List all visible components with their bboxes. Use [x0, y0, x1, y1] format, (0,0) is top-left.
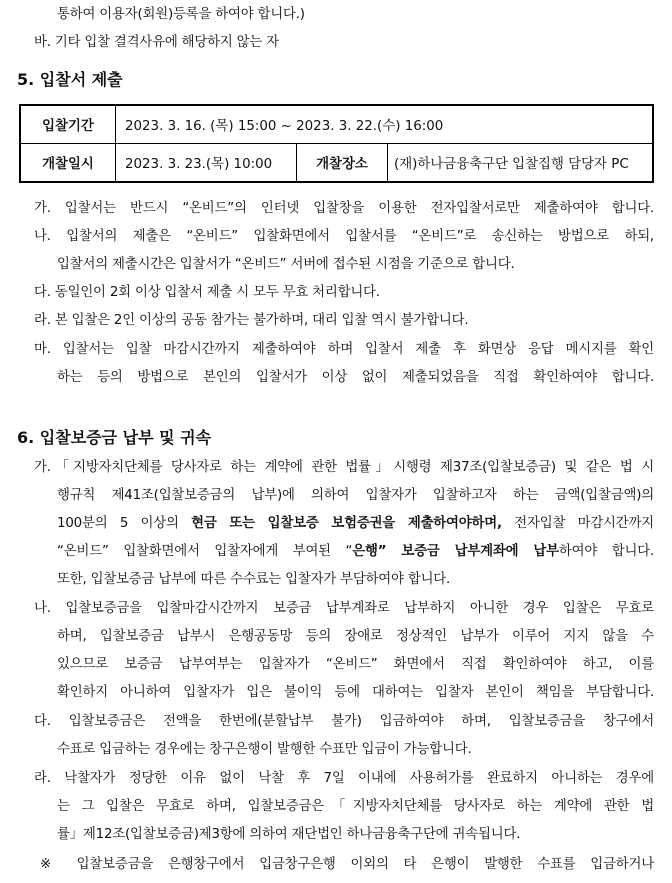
open-date-value: 2023. 3. 23.(목) 10:00 [116, 144, 297, 183]
s6-na-2: 하며, 입찰보증금 납부시 은행공동망 등의 장애로 정상적인 납부가 이루어 지지 않을 수 [57, 629, 654, 644]
s5-item-na-2: 입찰서의 제출시간은 입찰서가 “온비드” 서버에 접수된 시점을 기준으로 합니다. [57, 257, 515, 272]
s5-item-na-1: 나. 입찰서의 제출은 “온비드” 입찰화면에서 입찰서를 “온비드”로 송신하는 방법으로 하되, [34, 229, 654, 244]
s6-ga-4 [57, 543, 654, 561]
s6-ga-4c: 하여야 합니다. [558, 544, 655, 559]
s6-ra-3: 률」제12조(입찰보증금)제3항에 의하여 재단법인 하나금융축구단에 귀속됩니다. [57, 827, 521, 842]
s6-da-2: 수표로 입금하는 경우에는 창구은행이 발행한 수표만 입금이 가능합니다. [57, 742, 472, 757]
s5-item-ga: 가. 입찰서는 반드시 “온비드”의 인터넷 입찰창을 이용한 전자입찰서로만 제출하여야 합니다. [34, 201, 654, 216]
s5-item-da: 다. 동일인이 2회 이상 입찰서 제출 시 모두 무효 처리합니다. [34, 285, 380, 300]
s6-ra-2: 는 그 입찰은 무효로 하며, 입찰보증금은「지방자치단체를 당사자로 하는 계약에 관한 법 [57, 799, 654, 814]
open-date-label: 개찰일시 [20, 144, 116, 183]
bid-period-label: 입찰기간 [20, 105, 116, 144]
table-row [20, 144, 653, 183]
s6-ra-1: 라. 낙찰자가 정당한 이유 없이 낙찰 후 7일 이내에 사용허가를 완료하지 아니하는 경우에 [34, 771, 654, 786]
intro-line-1: 통하여 이용자(회원)등록을 하여야 합니다.) [57, 7, 305, 22]
s6-ga-1: 가.「지방자치단체를 당사자로 하는 계약에 관한 법률」시행령 제37조(입찰보증금) 및 같은 법 시 [34, 460, 654, 475]
s6-na-3: 있으므로 보증금 납부여부는 입찰자가 “온비드” 화면에서 직접 확인하여야 하고, 이를 [57, 657, 654, 672]
open-place-label: 개찰장소 [297, 144, 388, 183]
intro-item-ba: 바. 기타 입찰 결격사유에 해당하지 않는 자 [34, 35, 279, 50]
bid-schedule-table [19, 104, 654, 183]
s6-ga-3c: 전자입찰 마감시간까지 [501, 516, 654, 531]
table-row [20, 105, 653, 144]
s6-note: ※ 입찰보증금을 은행창구에서 입금창구은행 이외의 타 은행이 발행한 수표를 입금하거나 [40, 857, 654, 872]
s6-ga-3b-bold: 현금 또는 입찰보증 보험증권을 제출하여야하며, [191, 516, 502, 531]
section-5-title: 5. 입찰서 제출 [17, 70, 123, 89]
bid-period-value: 2023. 3. 16. (목) 15:00 ~ 2023. 3. 22.(수) 16:00 [116, 105, 654, 144]
s6-ga-3 [57, 515, 654, 533]
section-6-title: 6. 입찰보증금 납부 및 귀속 [17, 428, 212, 447]
s6-ga-4b-bold: 은행” 보증금 납부계좌에 납부 [352, 544, 559, 559]
s6-ga-2: 행규칙 제41조(입찰보증금의 납부)에 의하여 입찰자가 입찰하고자 하는 금액(입찰금액)의 [57, 488, 654, 503]
s6-na-4: 확인하지 아니하여 입찰자가 입은 불이익 등에 대하여는 입찰자 본인이 책임을 부담합니다. [57, 685, 654, 700]
open-place-value: (재)하나금융축구단 입찰집행 담당자 PC [388, 144, 654, 183]
s6-na-1: 나. 입찰보증금을 입찰마감시간까지 보증금 납부계좌로 납부하지 아니한 경우 입찰은 무효로 [34, 601, 654, 616]
s5-item-ra: 라. 본 입찰은 2인 이상의 공동 참가는 불가하며, 대리 입찰 역시 불가합니다. [34, 313, 469, 328]
s6-ga-5: 또한, 입찰보증금 납부에 따른 수수료는 입찰자가 부담하여야 합니다. [57, 572, 451, 587]
s6-ga-3a: 100분의 5 이상의 [57, 516, 192, 531]
s5-item-ma-2: 하는 등의 방법으로 본인의 입찰서가 이상 없이 제출되었음을 직접 확인하여야 합니다. [57, 370, 654, 385]
s6-da-1: 다. 입찰보증금은 전액을 한번에(분할납부 불가) 입금하여야 하며, 입찰보증금을 창구에서 [34, 714, 654, 729]
s5-item-ma-1: 마. 입찰서는 입찰 마감시간까지 제출하여야 하며 입찰서 제출 후 화면상 응답 메시지를 확인 [34, 342, 654, 357]
s6-ga-4a: “온비드” 입찰화면에서 입찰자에게 부여된 “ [57, 544, 353, 559]
